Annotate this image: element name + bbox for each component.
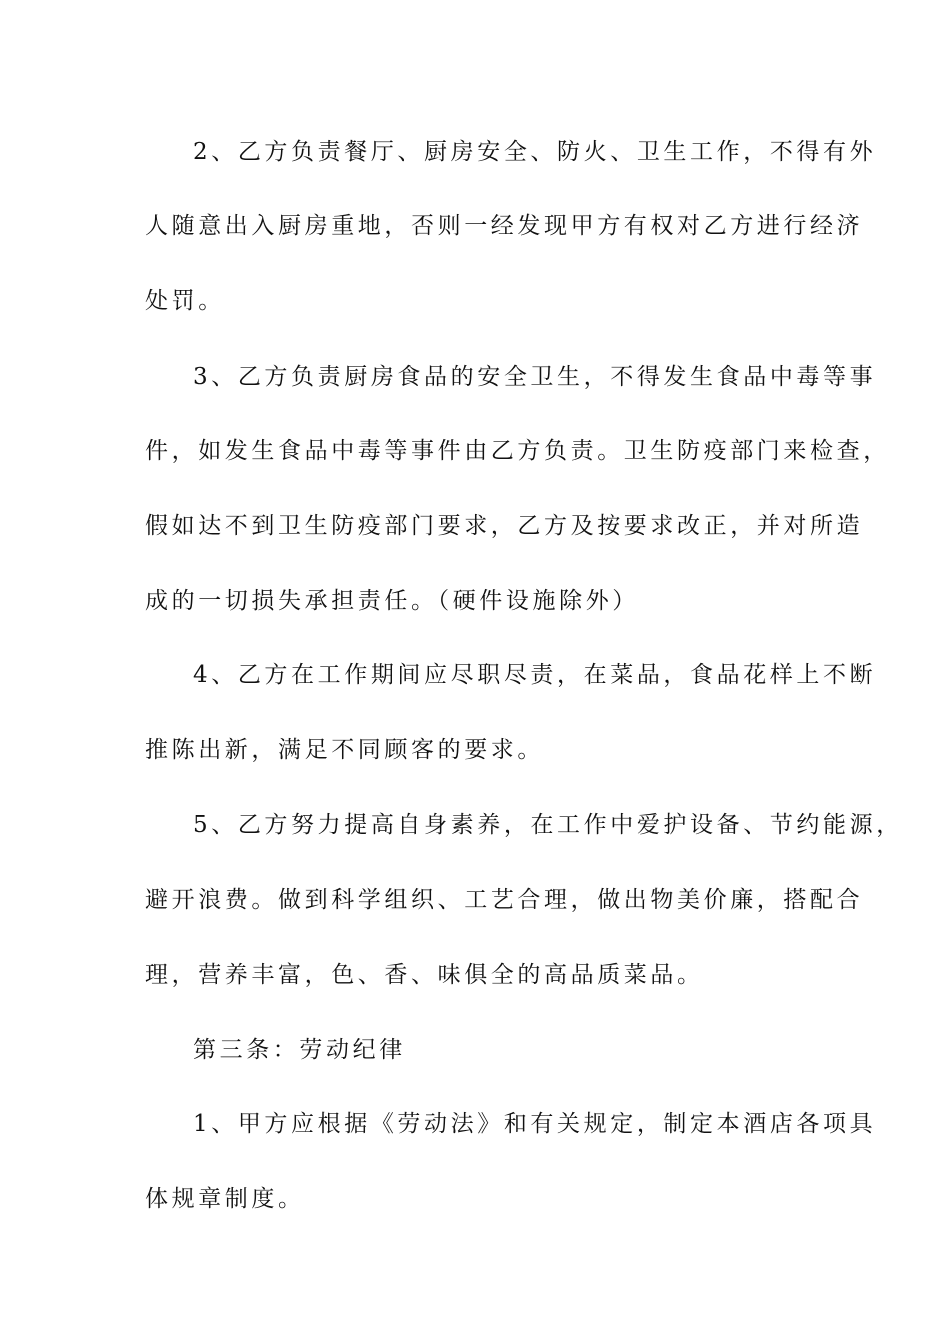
- paragraph-2-line-1: 2、乙方负责餐厅、厨房安全、防火、卫生工作，不得有外: [193, 139, 877, 165]
- paragraph-5-line-1: 5、乙方努力提高自身素养，在工作中爱护设备、节约能源，: [193, 812, 903, 838]
- paragraph-3-line-2: 件，如发生食品中毒等事件由乙方负责。卫生防疫部门来检查，: [145, 438, 890, 464]
- article-3-item-1-line-1: 1、甲方应根据《劳动法》和有关规定，制定本酒店各项具: [193, 1111, 877, 1137]
- article-3-item-1-line-2: 体规章制度。: [145, 1186, 305, 1212]
- paragraph-5-line-3: 理，营养丰富，色、香、味俱全的高品质菜品。: [145, 962, 704, 988]
- paragraph-5-line-2: 避开浪费。做到科学组织、工艺合理，做出物美价廉，搭配合: [145, 887, 864, 913]
- paragraph-3-line-1: 3、乙方负责厨房食品的安全卫生，不得发生食品中毒等事: [193, 364, 877, 390]
- paragraph-2-line-3: 处罚。: [145, 288, 225, 314]
- paragraph-3-line-4: 成的一切损失承担责任。（硬件设施除外）: [145, 588, 639, 614]
- paragraph-2-line-2: 人随意出入厨房重地，否则一经发现甲方有权对乙方进行经济: [145, 213, 864, 239]
- paragraph-4-line-1: 4、乙方在工作期间应尽职尽责，在菜品，食品花样上不断: [193, 662, 877, 688]
- paragraph-4-line-2: 推陈出新，满足不同顾客的要求。: [145, 737, 544, 763]
- paragraph-3-line-3: 假如达不到卫生防疫部门要求，乙方及按要求改正，并对所造: [145, 513, 864, 539]
- section-heading-article-3: 第三条：劳动纪律: [193, 1037, 406, 1063]
